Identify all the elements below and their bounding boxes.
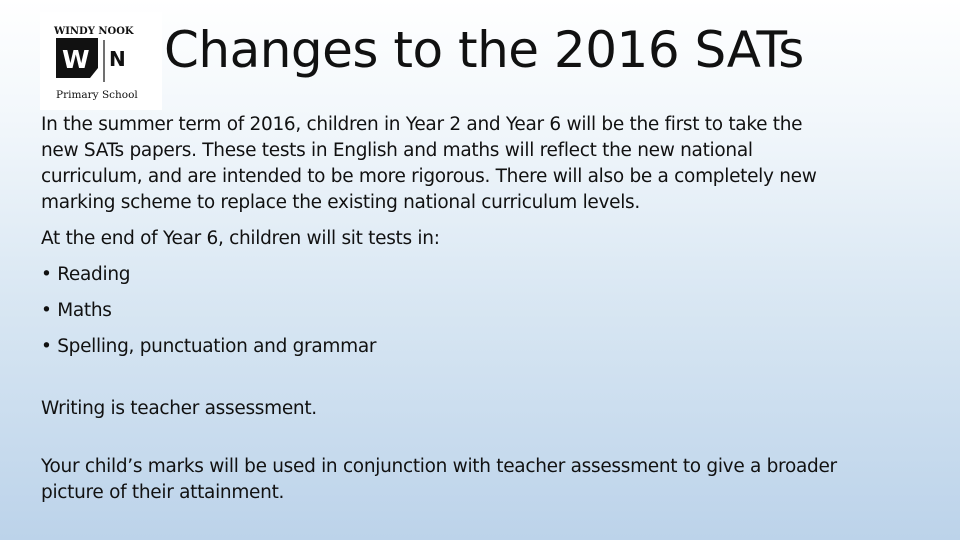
lead-paragraph: At the end of Year 6, children will sit tests in:	[41, 228, 440, 249]
intro-paragraph: In the summer term of 2016, children in Year 2 and Year 6 will be the first to take the new SATs papers. These tests in English and maths will reflect the new national curriculum, and are intended to be more rigorous. There will also be a completely new marking scheme to replace the existing national curriculum levels.	[41, 114, 817, 213]
bullet-item: • Reading	[41, 264, 131, 285]
slide-body	[41, 112, 841, 516]
school-logo	[40, 12, 162, 110]
spacer	[41, 370, 841, 396]
writing-note: Writing is teacher assessment.	[41, 398, 317, 419]
spacer	[41, 432, 841, 454]
logo-letter-w: W	[62, 45, 90, 74]
bullet-item: • Maths	[41, 300, 112, 321]
bullet-item: • Spelling, punctuation and grammar	[41, 336, 377, 357]
slide-title: Changes to the 2016 SATs	[164, 21, 804, 79]
logo-bottom-text: Primary School	[56, 89, 138, 101]
logo-top-text: WINDY NOOK	[54, 26, 134, 37]
logo-letter-n: N	[109, 47, 126, 71]
marks-note: Your child’s marks will be used in conjunction with teacher assessment to give a broader picture of their attainment.	[41, 456, 837, 503]
